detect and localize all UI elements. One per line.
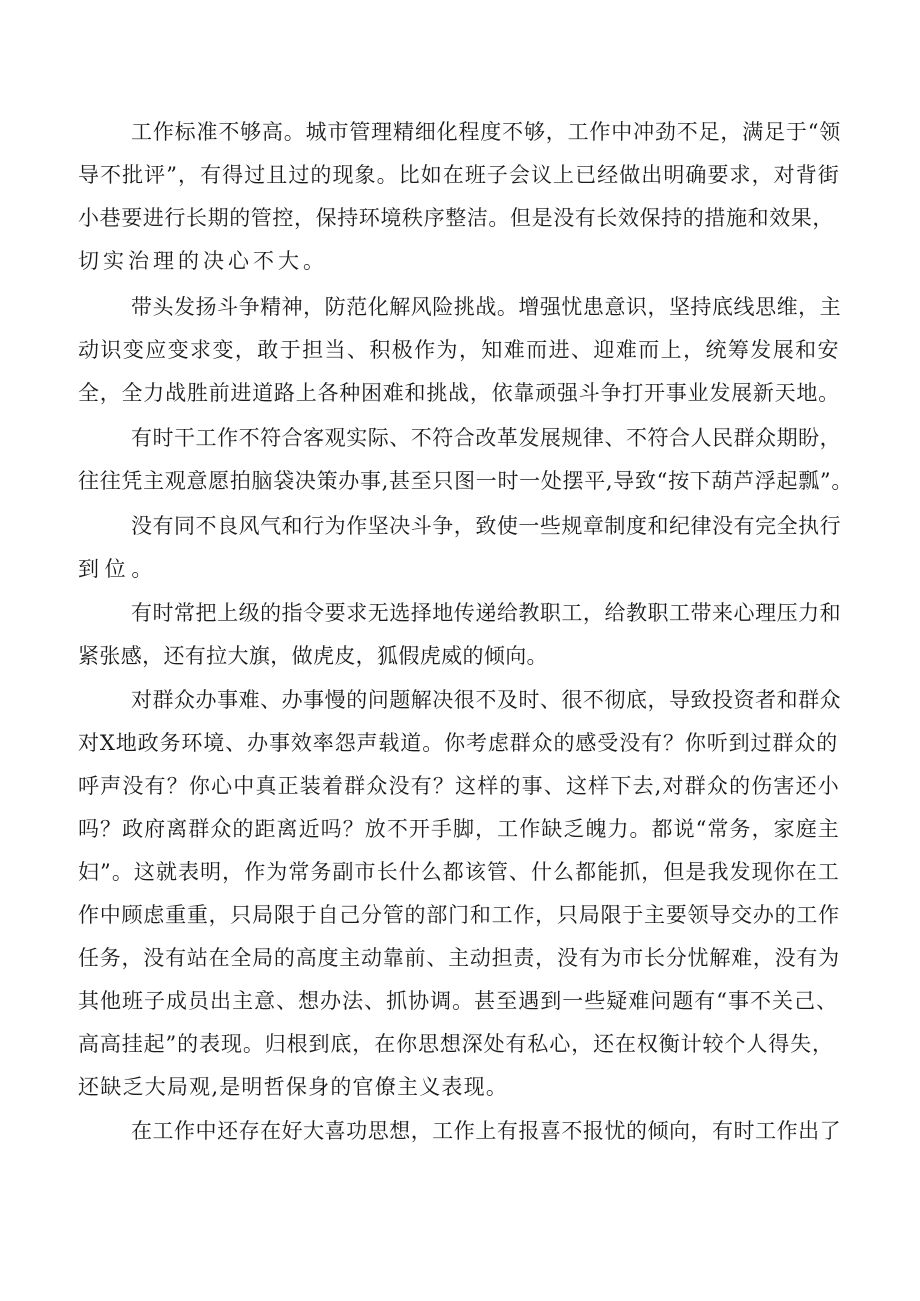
text-line: 往往凭主观意愿拍脑袋决策办事,甚至只图一时一处摆平,导致“按下葫芦浮起瓢”。 [78,469,854,493]
text-line: 导不批评”，有得过且过的现象。比如在班子会议上已经做出明确要求，对背街 [78,163,840,187]
text-line: 有时常把上级的指令要求无选择地传递给教职工，给教职工带来心理压力和 [131,601,842,625]
text-line: 工作标准不够高。城市管理精细化程度不够，工作中冲劲不足，满足于“领 [131,120,842,144]
text-line: 小巷要进行长期的管控，保持环境秩序整洁。但是没有长效保持的措施和效果， [78,206,834,230]
text-line: 全，全力战胜前进道路上各种困难和挑战，依靠顽强斗争打开事业发展新天地。 [78,381,840,405]
text-line: 在工作中还存在好大喜功思想，工作上有报喜不报忧的倾向，有时工作出了 [131,1119,842,1143]
text-line: 到位。 [78,557,159,581]
text-line: 吗？政府离群众的距离近吗？放不开手脚，工作缺乏魄力。都说“常务，家庭主 [78,817,840,841]
text-line: 紧张感，还有拉大旗，做虎皮，狐假虎威的倾向。 [78,644,548,668]
text-line: 妇”。这就表明，作为常务副市长什么都该管、什么都能抓，但是我发现你在工 [78,860,840,884]
text-line: 没有同不良风气和行为作坚决斗争，致使一些规章制度和纪律没有完全执行 [131,514,842,538]
text-line: 有时干工作不符合客观实际、不符合改革发展规律、不符合人民群众期盼， [131,426,842,450]
text-line: 对X地政务环境、办事效率怨声载道。你考虑群众的感受没有？你听到过群众的 [78,731,839,755]
text-line: 其他班子成员出主意、想办法、抓协调。甚至遇到一些疑难问题有“事不关己、 [78,989,839,1013]
text-line: 带头发扬斗争精神，防范化解风险挑战。增强忧患意识，坚持底线思维，主 [131,295,842,319]
text-line: 对群众办事难、办事慢的问题解决很不及时、很不彻底，导致投资者和群众 [131,688,842,712]
text-line: 高高挂起”的表现。归根到底，在你思想深处有私心，还在权衡计较个人得失， [78,1032,834,1056]
text-line: 呼声没有？你心中真正装着群众没有？这样的事、这样下去,对群众的伤害还小 [78,774,840,798]
text-line: 作中顾虑重重，只局限于自己分管的部门和工作，只局限于主要领导交办的工作 [78,903,840,927]
text-line: 任务，没有站在全局的高度主动靠前、主动担责，没有为市长分忧解难，没有为 [78,946,840,970]
text-line: 还缺乏大局观,是明哲保身的官僚主义表现。 [78,1075,509,1099]
text-line: 切实治理的决心不大。 [78,249,328,273]
text-line: 动识变应变求变，敢于担当、积极作为，知难而进、迎难而上，统筹发展和安 [78,338,840,362]
